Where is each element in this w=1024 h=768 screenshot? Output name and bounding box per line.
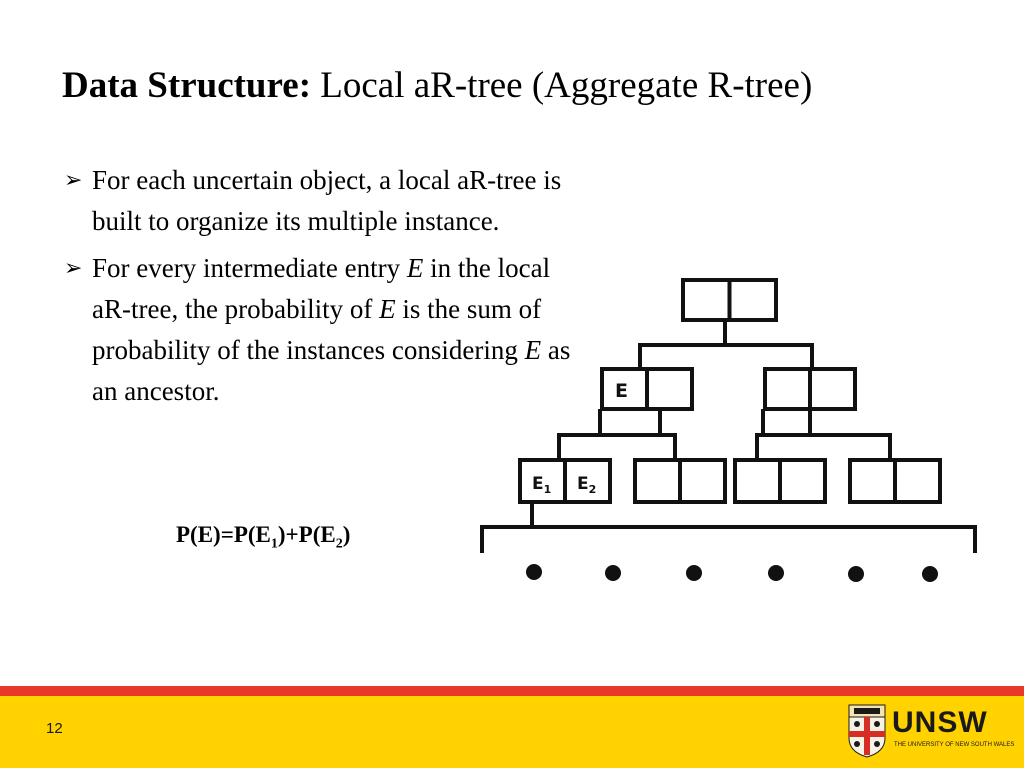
logo-subtitle: THE UNIVERSITY OF NEW SOUTH WALES [894,742,1015,748]
arrow-bullet-icon: ➢ [64,168,83,193]
node-label-e1: $E_1$ [532,474,552,496]
node-label-e2: $E_2$ [577,474,597,496]
bullet-text-2g: as an ancestor. [92,335,571,406]
instance-point [922,566,938,582]
bullet-text-2a: For every intermediate entry [92,253,407,283]
entry-symbol-e: E [406,253,424,283]
instance-point [768,565,784,581]
logo-wordmark: UNSW [892,706,988,739]
left-connector [559,409,675,460]
unsw-logo [848,704,1018,762]
instance-point [605,565,621,581]
root-connector [640,320,812,369]
probability-formula [176,522,350,553]
bullet-item-1 [64,160,584,242]
bullet-text-2e: is the sum of probability of the instances considering [92,294,542,365]
ar-tree-diagram [470,265,990,595]
bottom-connector [482,527,975,553]
title-bold-part: Data Structure: [62,65,312,106]
right-connector [757,409,890,460]
instance-point [526,564,542,580]
arrow-bullet-icon: ➢ [64,256,83,281]
entry-symbol-e: E [524,335,542,365]
formula-part: P(E)=P(E [176,522,271,547]
entry-symbol-e: E [379,294,396,324]
formula-part: ) [342,522,351,547]
instance-point [848,566,864,582]
page-number: 12 [46,720,63,737]
slide-title [62,62,812,110]
formula-subscript: 2 [335,536,343,552]
node-label-e: E [615,380,628,402]
footer-red-stripe [0,686,1024,696]
formula-subscript: 1 [270,536,278,552]
formula-part: )+P(E [277,522,336,547]
instance-point [686,565,702,581]
crest-icon [848,704,886,758]
bullet-text-2c: in the local aR-tree, the probability of [92,253,551,324]
bullet-text-1: For each uncertain object, a local aR-tree is built to organize its multiple instance. [92,165,562,236]
title-regular-part: Local aR-tree (Aggregate R-tree) [311,65,813,106]
